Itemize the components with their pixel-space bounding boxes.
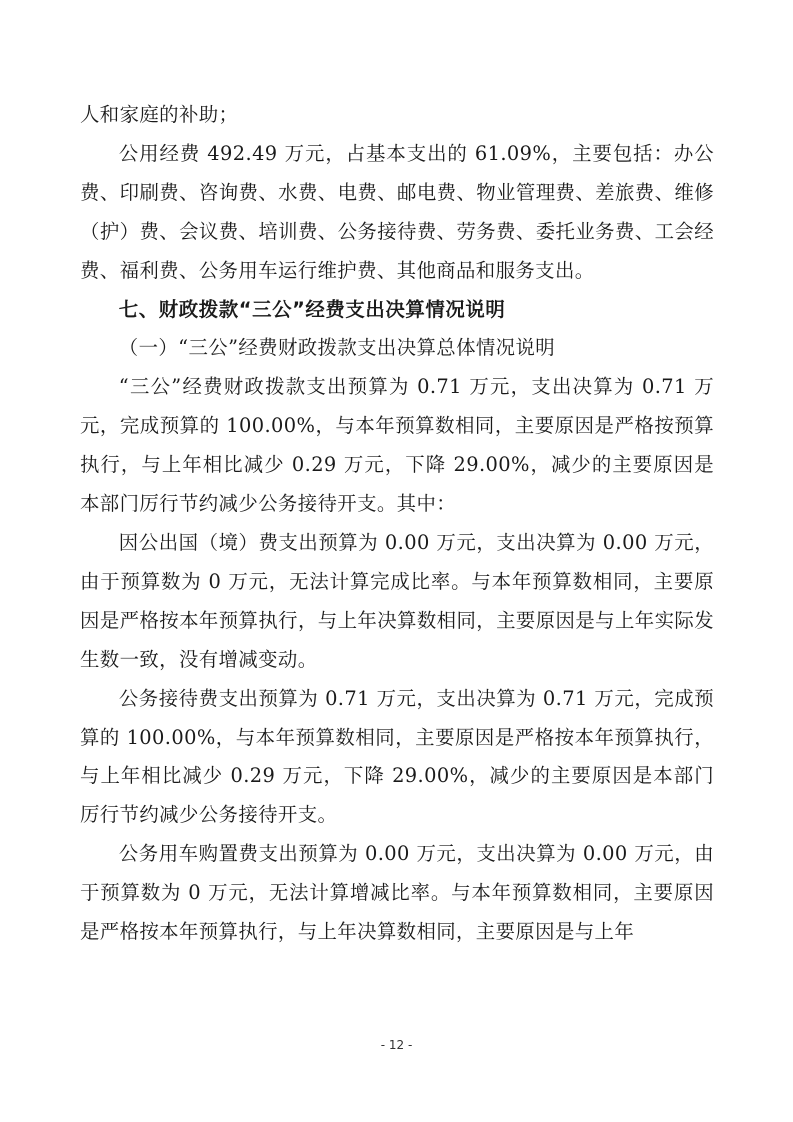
three-public-overview-paragraph: “三公”经费财政拨款支出预算为 0.71 万元，支出决算为 0.71 万元，完成预算的 100.00%，与本年预算数相同，主要原因是严格按预算执行，与上年相比减少 0.29 万元，下降 29.00%，减少的主要原因是本部门厉行节约减少公务接待开支。其中： (80, 375, 714, 516)
document-body (80, 96, 714, 952)
subsection-heading: （一）“三公”经费财政拨款支出决算总体情况说明 (118, 336, 556, 360)
public-expense-paragraph: 公用经费 492.49 万元，占基本支出的 61.09%，主要包括：办公费、印刷费、咨询费、水费、电费、邮电费、物业管理费、差旅费、维修（护）费、会议费、培训费、公务接待费、劳务费、委托业务费、工会经费、福利费、公务用车运行维护费、其他商品和服务支出。 (80, 141, 714, 282)
section-heading: 七、财政拨款“三公”经费支出决算情况说明 (118, 297, 506, 321)
vehicle-purchase-paragraph: 公务用车购置费支出预算为 0.00 万元，支出决算为 0.00 万元，由于预算数为 0 万元，无法计算增减比率。与本年预算数相同，主要原因是严格按本年预算执行，与上年决算数相同，主要原因是与上年 (80, 842, 714, 944)
official-reception-paragraph: 公务接待费支出预算为 0.71 万元，支出决算为 0.71 万元，完成预算的 100.00%，与本年预算数相同，主要原因是严格按本年预算执行，与上年相比减少 0.29 万元，下降 29.00%，减少的主要原因是本部门厉行节约减少公务接待开支。 (80, 686, 714, 827)
page-number: - 12 - (380, 1038, 413, 1052)
continuation-paragraph: 人和家庭的补助； (80, 103, 239, 126)
overseas-travel-paragraph: 因公出国（境）费支出预算为 0.00 万元，支出决算为 0.00 万元，由于预算数为 0 万元，无法计算完成比率。与本年预算数相同，主要原因是严格按本年预算执行，与上年决算数相同，主要原因是与上年实际发生数一致，没有增减变动。 (80, 530, 714, 671)
